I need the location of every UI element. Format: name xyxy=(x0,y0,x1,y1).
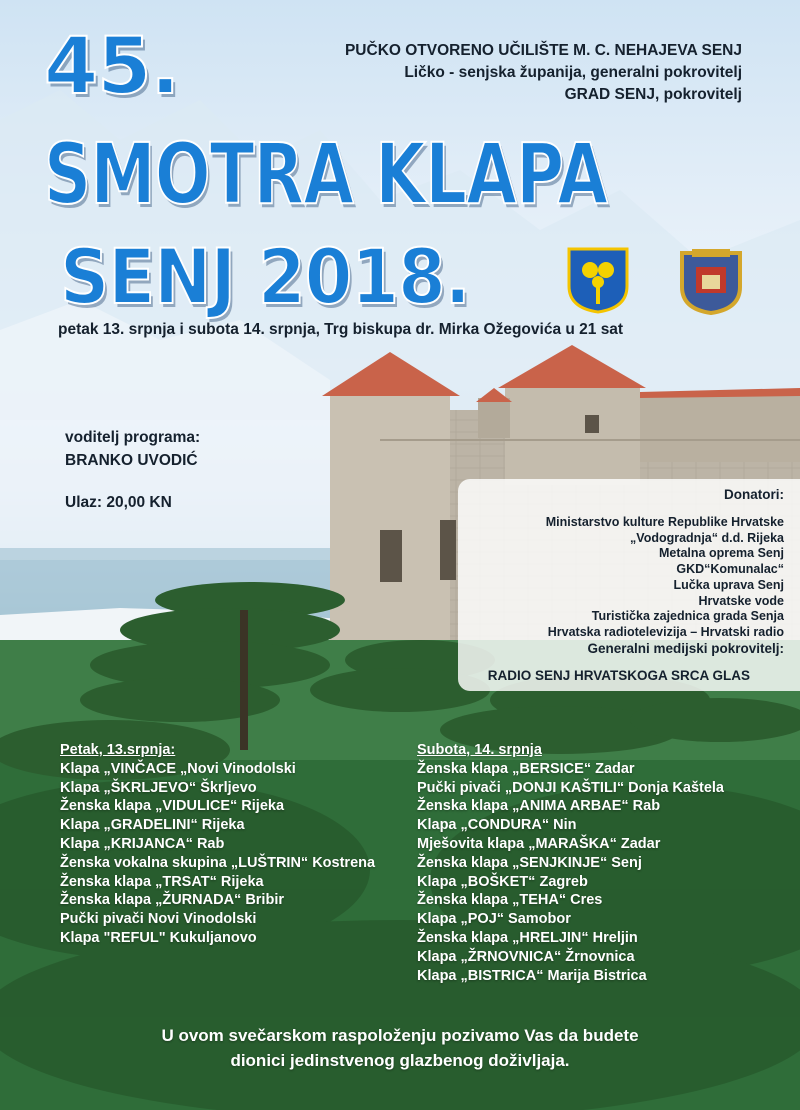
donor-item: Hrvatska radiotelevizija – Hrvatski radio xyxy=(547,624,784,639)
organizer-line: Ličko - senjska županija, generalni pokrovitelj xyxy=(404,64,742,81)
media-sponsor-name: RADIO SENJ HRVATSKOGA SRCA GLAS xyxy=(487,668,750,683)
performer-item: Klapa „CONDURA“ Nin xyxy=(417,817,577,834)
friday-heading: Petak, 13.srpnja: xyxy=(60,742,176,758)
host-name: BRANKO UVODIĆ xyxy=(65,452,198,469)
donors-title: Donatori: xyxy=(724,487,784,502)
organizer-line: GRAD SENJ, pokrovitelj xyxy=(564,86,742,103)
performer-item: Ženska klapa „SENJKINJE“ Senj xyxy=(417,854,642,871)
performer-item: Pučki pivači „DONJI KAŠTILI“ Donja Kaštela xyxy=(417,779,724,796)
performer-item: Ženska klapa „BERSICE“ Zadar xyxy=(417,760,635,777)
donor-item: Hrvatske vode xyxy=(698,593,784,608)
donor-list xyxy=(546,515,784,641)
performer-item: Klapa „ŠKRLJEVO“ Škrljevo xyxy=(60,779,257,796)
performer-item: Ženska klapa „ANIMA ARBAE“ Rab xyxy=(417,798,661,815)
donor-item: Ministarstvo kulture Republike Hrvatske xyxy=(545,515,784,529)
saturday-program xyxy=(417,741,724,985)
performer-item: Klapa „GRADELINI“ Rijeka xyxy=(60,817,245,834)
entry-price: Ulaz: 20,00 KN xyxy=(65,494,172,511)
donor-item: Lučka uprava Senj xyxy=(673,577,784,592)
performer-item: Ženska klapa „TRSAT“ Rijeka xyxy=(60,873,264,890)
performer-item: Klapa „BOŠKET“ Zagreb xyxy=(417,873,588,890)
closing-invitation xyxy=(0,1023,800,1073)
host-label: voditelj programa: xyxy=(65,429,201,446)
performer-item: Ženska klapa „TEHA“ Cres xyxy=(417,892,603,909)
organizers xyxy=(345,40,742,106)
edition-number: 45. xyxy=(44,22,180,112)
saturday-heading: Subota, 14. srpnja xyxy=(417,742,542,758)
event-date-location: petak 13. srpnja i subota 14. srpnja, Trg biskupa dr. Mirka Ožegovića u 21 sat xyxy=(58,321,624,338)
performer-item: Ženska klapa „VIDULICE“ Rijeka xyxy=(60,798,285,815)
county-coat-of-arms xyxy=(566,246,630,314)
performer-item: Klapa "REFUL" Kukuljanovo xyxy=(60,929,257,946)
performer-item: Klapa „BISTRICA“ Marija Bistrica xyxy=(417,967,647,984)
performer-item: Ženska klapa „ŽURNADA“ Bribir xyxy=(60,892,284,909)
media-sponsor-title: Generalni medijski pokrovitelj: xyxy=(587,641,784,656)
performer-item: Ženska klapa „HRELJIN“ Hreljin xyxy=(417,929,638,946)
performer-item: Pučki pivači Novi Vinodolski xyxy=(60,911,257,928)
performer-item: Klapa „KRIJANCA“ Rab xyxy=(60,835,225,852)
closing-line: dionici jedinstvenog glazbenog doživljaja. xyxy=(230,1051,570,1070)
performer-item: Klapa „VINČACE „Novi Vinodolski xyxy=(60,760,296,777)
organizer-line: PUČKO OTVORENO UČILIŠTE M. C. NEHAJEVA SENJ xyxy=(344,42,742,59)
city-coat-of-arms xyxy=(678,245,744,315)
donor-item: Turistička zajednica grada Senja xyxy=(591,609,784,624)
friday-program xyxy=(60,741,375,948)
donor-item: GKD“Komunalac“ xyxy=(676,562,784,577)
closing-line: U ovom svečarskom raspoloženju pozivamo Vas da budete xyxy=(161,1026,639,1045)
festival-location-year: SENJ 2018. xyxy=(60,232,470,321)
donors-panel xyxy=(458,479,800,691)
performer-item: Ženska vokalna skupina „LUŠTRIN“ Kostrena xyxy=(60,854,376,871)
donor-item: Metalna oprema Senj xyxy=(658,546,784,561)
performer-item: Mješovita klapa „MARAŠKA“ Zadar xyxy=(417,835,661,852)
donor-item: „Vodogradnja“ d.d. Rijeka xyxy=(630,530,784,545)
performer-item: Klapa „ŽRNOVNICA“ Žrnovnica xyxy=(417,948,635,965)
festival-title: SMOTRA KLAPA xyxy=(44,125,608,223)
performer-item: Klapa „POJ“ Samobor xyxy=(417,911,571,928)
